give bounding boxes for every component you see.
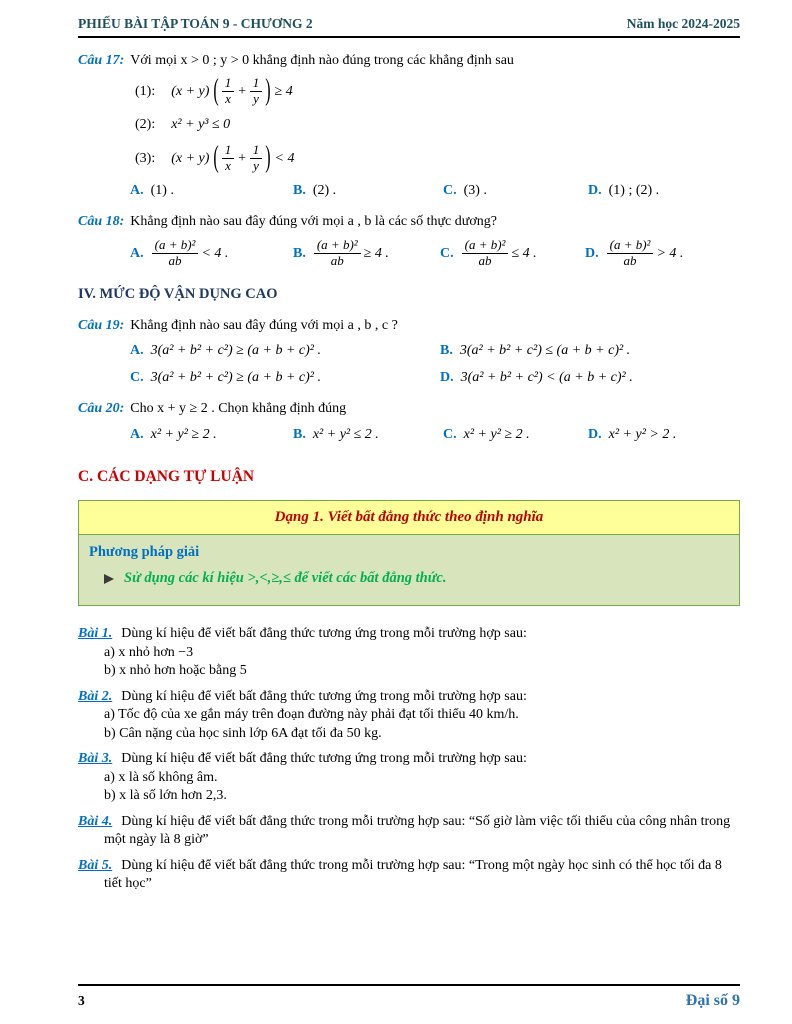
header-title: PHIẾU BÀI TẬP TOÁN 9 - CHƯƠNG 2	[78, 16, 313, 31]
statement-label: (3):	[135, 150, 156, 166]
question-20	[78, 400, 740, 418]
option-a: A. x² + y² ≥ 2 .	[130, 427, 217, 443]
question-18-text: Khẳng định nào sau đây đúng với mọi a , b là các số thực dương?	[130, 213, 497, 229]
arrow-bullet-icon	[104, 574, 114, 584]
statement-label: (1):	[135, 83, 156, 99]
option-a: A. $\frac{\text{(a + b)²}}{ab}$ < 4 .	[130, 237, 229, 269]
option-d: D. (1) ; (2) .	[588, 182, 660, 198]
exercise-sub-b: b) x là số lớn hơn 2,3.	[104, 788, 227, 804]
option-d: D. $\frac{\text{(a + b)²}}{ab}$ > 4 .	[585, 237, 684, 269]
option-c: C. 3(a² + b² + c²) ≥ (a + b + c)² .	[130, 370, 321, 386]
exercise-text: Dùng kí hiệu để viết bất đẳng thức trong mỗi trường hợp sau: “Trong một ngày học sinh có thể học tối đa 8 tiết học”	[104, 857, 722, 891]
question-19	[78, 317, 740, 335]
exercise-sub-a: a) x nhỏ hơn −3	[104, 644, 194, 660]
question-20-label: Câu 20:	[78, 401, 125, 417]
exercise-label: Bài 1.	[78, 626, 113, 642]
statement-formula: x² + y³ ≤ 0	[171, 117, 231, 133]
option-b: B. x² + y² ≤ 2 .	[293, 427, 379, 443]
question-18-options	[130, 238, 740, 269]
option-b: B. $\frac{\text{(a + b)²}}{ab}$ ≥ 4 .	[293, 237, 389, 269]
question-17-text: Với mọi x > 0 ; y > 0 khẳng định nào đúng trong các khẳng định sau	[130, 53, 514, 68]
question-17-label: Câu 17:	[78, 53, 125, 68]
option-b: B. (2) .	[293, 182, 337, 198]
exercise-1	[78, 625, 740, 680]
exercise-sub-b: b) x nhỏ hơn hoặc bằng 5	[104, 663, 247, 679]
statement-formula: (x + y) ( $\frac{1}{x}$ + $\frac{1}{y}$ ) < 4	[171, 141, 295, 174]
question-17-statement-3	[135, 143, 740, 174]
question-17-statement-1	[135, 76, 740, 107]
header-school-year: Năm học 2024-2025	[626, 16, 740, 31]
exercise-list	[78, 618, 740, 893]
exercise-5	[78, 857, 740, 894]
question-20-options	[130, 427, 740, 443]
exercise-label: Bài 4.	[78, 813, 113, 829]
footer-title: Đại số 9	[685, 992, 740, 1009]
section-heading-c: C. CÁC DẠNG TỰ LUẬN	[78, 468, 255, 486]
option-c: C. x² + y² ≥ 2 .	[443, 427, 530, 443]
exercise-label: Bài 5.	[78, 857, 113, 873]
exercise-text: Dùng kí hiệu để viết bất đẳng thức tương ứng trong mỗi trường hợp sau:	[121, 688, 527, 704]
question-19-label: Câu 19:	[78, 318, 125, 333]
exercise-label: Bài 2.	[78, 688, 113, 704]
question-19-text: Khẳng định nào sau đây đúng với mọi a , b , c ?	[130, 318, 398, 333]
option-d: D. 3(a² + b² + c²) < (a + b + c)² .	[440, 370, 633, 386]
option-c: C. (3) .	[443, 182, 487, 198]
exercise-2	[78, 688, 740, 743]
question-18-label: Câu 18:	[78, 213, 125, 229]
exercise-label: Bài 3.	[78, 751, 113, 767]
dang-1-method-box	[79, 535, 739, 605]
page-footer	[78, 984, 740, 1010]
exercise-sub-b: b) Cân nặng của học sinh lớp 6A đạt tối đa 50 kg.	[104, 725, 382, 741]
exercise-text: Dùng kí hiệu để viết bất đẳng thức trong mỗi trường hợp sau: “Số giờ làm việc tối thiểu của công nhân trong một ngày là 8 giờ”	[104, 813, 731, 848]
question-20-text: Cho x + y ≥ 2 . Chọn khẳng định đúng	[130, 401, 347, 417]
statement-formula: (x + y) ( $\frac{1}{x}$ + $\frac{1}{y}$ ) ≥ 4	[171, 74, 293, 107]
exercise-sub-a: a) Tốc độ của xe gắn máy trên đoạn đường này phải đạt tối thiểu 40 km/h.	[104, 707, 519, 723]
question-18	[78, 213, 740, 231]
exercise-text: Dùng kí hiệu để viết bất đẳng thức tương ứng trong mỗi trường hợp sau:	[121, 751, 527, 767]
option-d: D. x² + y² > 2 .	[588, 427, 677, 443]
dang-1-title-band	[79, 501, 739, 535]
method-text: Sử dụng các kí hiệu >,<,≥,≤ để viết các bất đẳng thức.	[124, 570, 447, 587]
question-17-options	[130, 183, 740, 199]
question-17	[78, 52, 740, 70]
dang-1-title: Dạng 1. Viết bất đẳng thức theo định nghĩa	[274, 509, 544, 526]
statement-label: (2):	[135, 117, 156, 133]
option-b: B. 3(a² + b² + c²) ≤ (a + b + c)² .	[440, 343, 631, 359]
question-17-statement-2	[135, 113, 740, 137]
exercise-text: Dùng kí hiệu để viết bất đẳng thức tương ứng trong mỗi trường hợp sau:	[121, 626, 527, 642]
page-number: 3	[78, 993, 85, 1008]
dang-1-box	[78, 500, 740, 606]
option-a: A. (1) .	[130, 182, 174, 198]
method-bullet	[104, 570, 729, 587]
option-c: C. $\frac{\text{(a + b)²}}{ab}$ ≤ 4 .	[440, 237, 537, 269]
method-label: Phương pháp giải	[89, 544, 200, 561]
section-heading-iv: IV. MỨC ĐỘ VẬN DỤNG CAO	[78, 286, 278, 302]
option-a: A. 3(a² + b² + c²) ≥ (a + b + c)² .	[130, 343, 321, 359]
exercise-sub-a: a) x là số không âm.	[104, 769, 218, 785]
page-header	[78, 16, 740, 38]
exercise-3	[78, 750, 740, 805]
exercise-4	[78, 813, 740, 850]
question-19-options	[130, 343, 740, 386]
